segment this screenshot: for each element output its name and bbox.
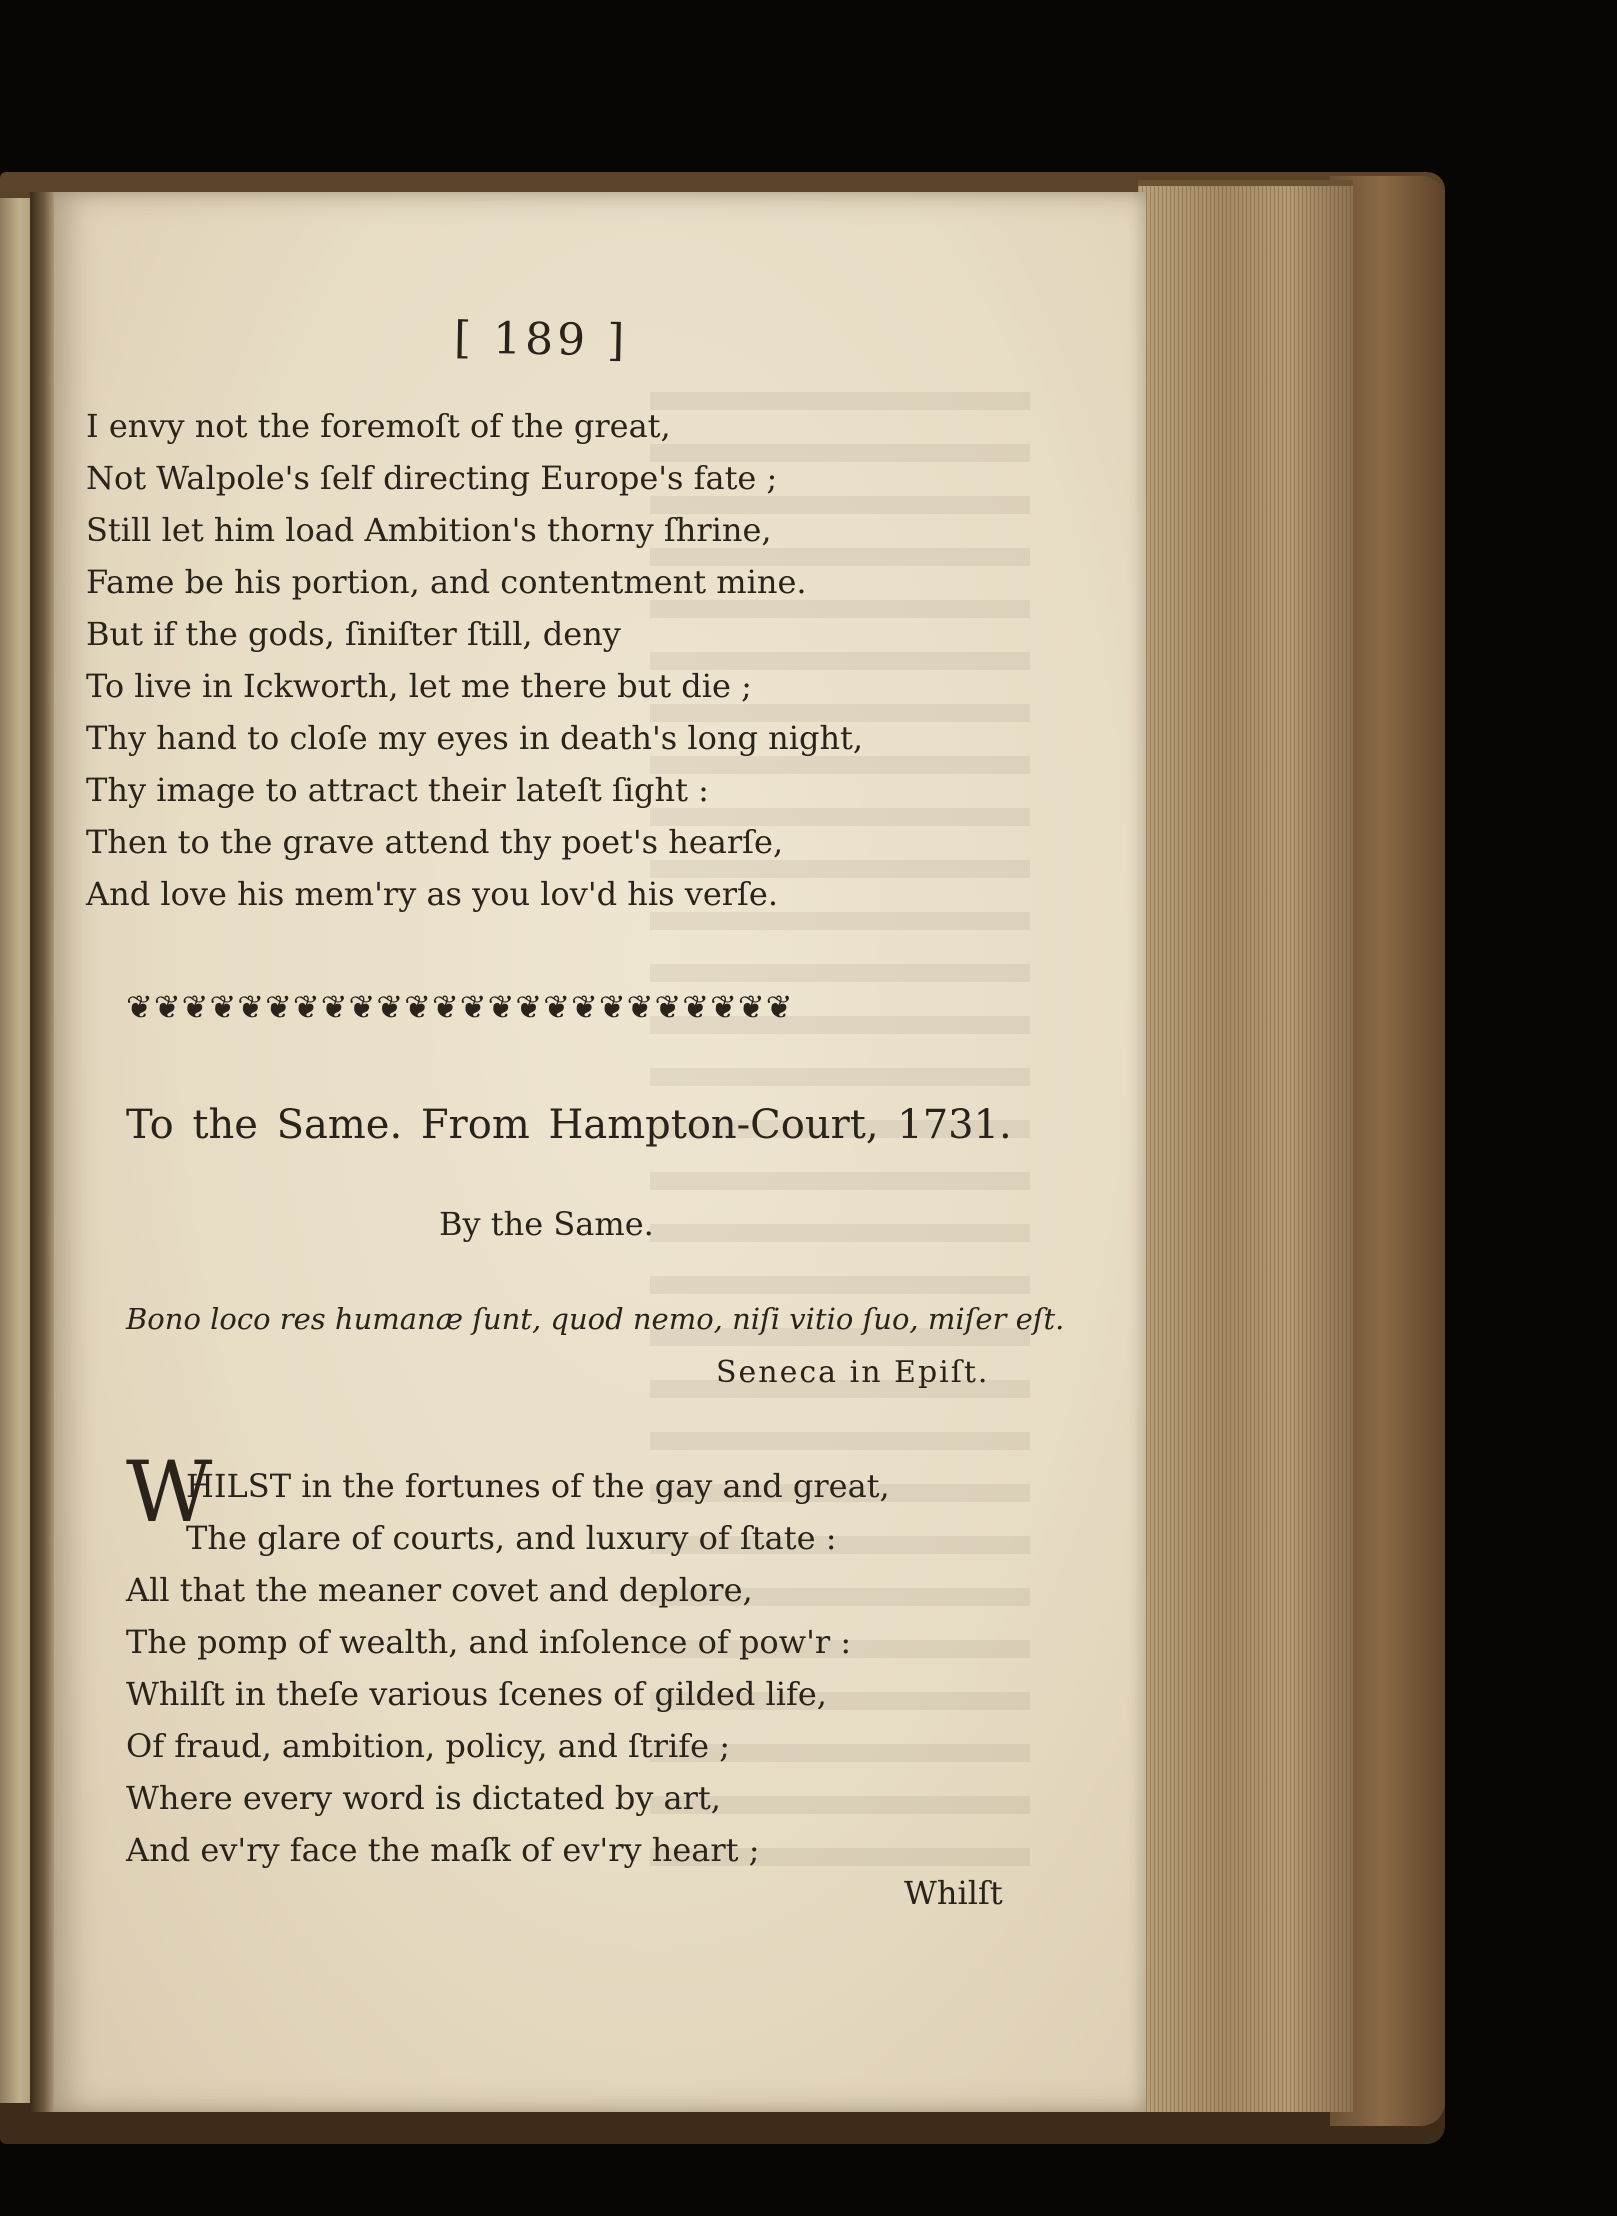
verse-line: Not Walpole's ſelf directing Europe's fate ; <box>86 459 778 497</box>
verse-line: I envy not the foremoſt of the great, <box>86 407 671 445</box>
verse-line: Still let him load Ambition's thorny ſhrine, <box>86 511 772 549</box>
verse-line: To live in Ickworth, let me there but die ; <box>86 667 752 705</box>
gutter-shadow <box>30 192 54 2112</box>
verse-line: And love his mem'ry as you lov'd his verſe. <box>86 875 778 913</box>
recto-page <box>50 192 1146 2112</box>
drop-cap: W <box>126 1443 213 1541</box>
verse-line: And ev'ry face the maſk of ev'ry heart ; <box>126 1831 760 1869</box>
epigraph: Bono loco res humanæ ſunt, quod nemo, niſi vitio ſuo, miſer eſt. <box>126 1302 1065 1336</box>
poem-heading: To the Same. From Hampton-Court, 1731. <box>126 1102 1012 1148</box>
catchword: Whilſt <box>904 1874 1003 1912</box>
verse-line: The pomp of wealth, and inſolence of pow'r : <box>126 1623 852 1661</box>
verse-line: Thy hand to cloſe my eyes in death's long night, <box>86 719 864 757</box>
verse-line: Of fraud, ambition, policy, and ſtrife ; <box>126 1727 730 1765</box>
fore-edge <box>1138 186 1353 2112</box>
verse-line: The glare of courts, and luxury of ſtate : <box>186 1519 837 1557</box>
verse-line: But if the gods, ſiniſter ſtill, deny <box>86 615 621 653</box>
byline: By the Same. <box>439 1205 654 1243</box>
verse-line: Fame be his portion, and contentment mine. <box>86 563 807 601</box>
verse-line: Thy image to attract their lateſt ſight : <box>86 771 709 809</box>
verse-line: HILST in the fortunes of the gay and great, <box>186 1467 890 1505</box>
verse-line: Then to the grave attend thy poet's hearſe, <box>86 823 784 861</box>
printers-ornament: ❦❦❦❦❦❦❦❦❦❦❦❦❦❦❦❦❦❦❦❦❦❦❦❦ <box>126 988 794 1026</box>
verse-line: All that the meaner covet and deplore, <box>126 1571 753 1609</box>
verse-line: Where every word is dictated by art, <box>126 1779 721 1817</box>
verse-line: Whilſt in theſe various ſcenes of gilded life, <box>126 1675 827 1713</box>
page-number: [ 189 ] <box>453 312 629 367</box>
epigraph-attribution: Seneca in Epiſt. <box>716 1355 990 1390</box>
